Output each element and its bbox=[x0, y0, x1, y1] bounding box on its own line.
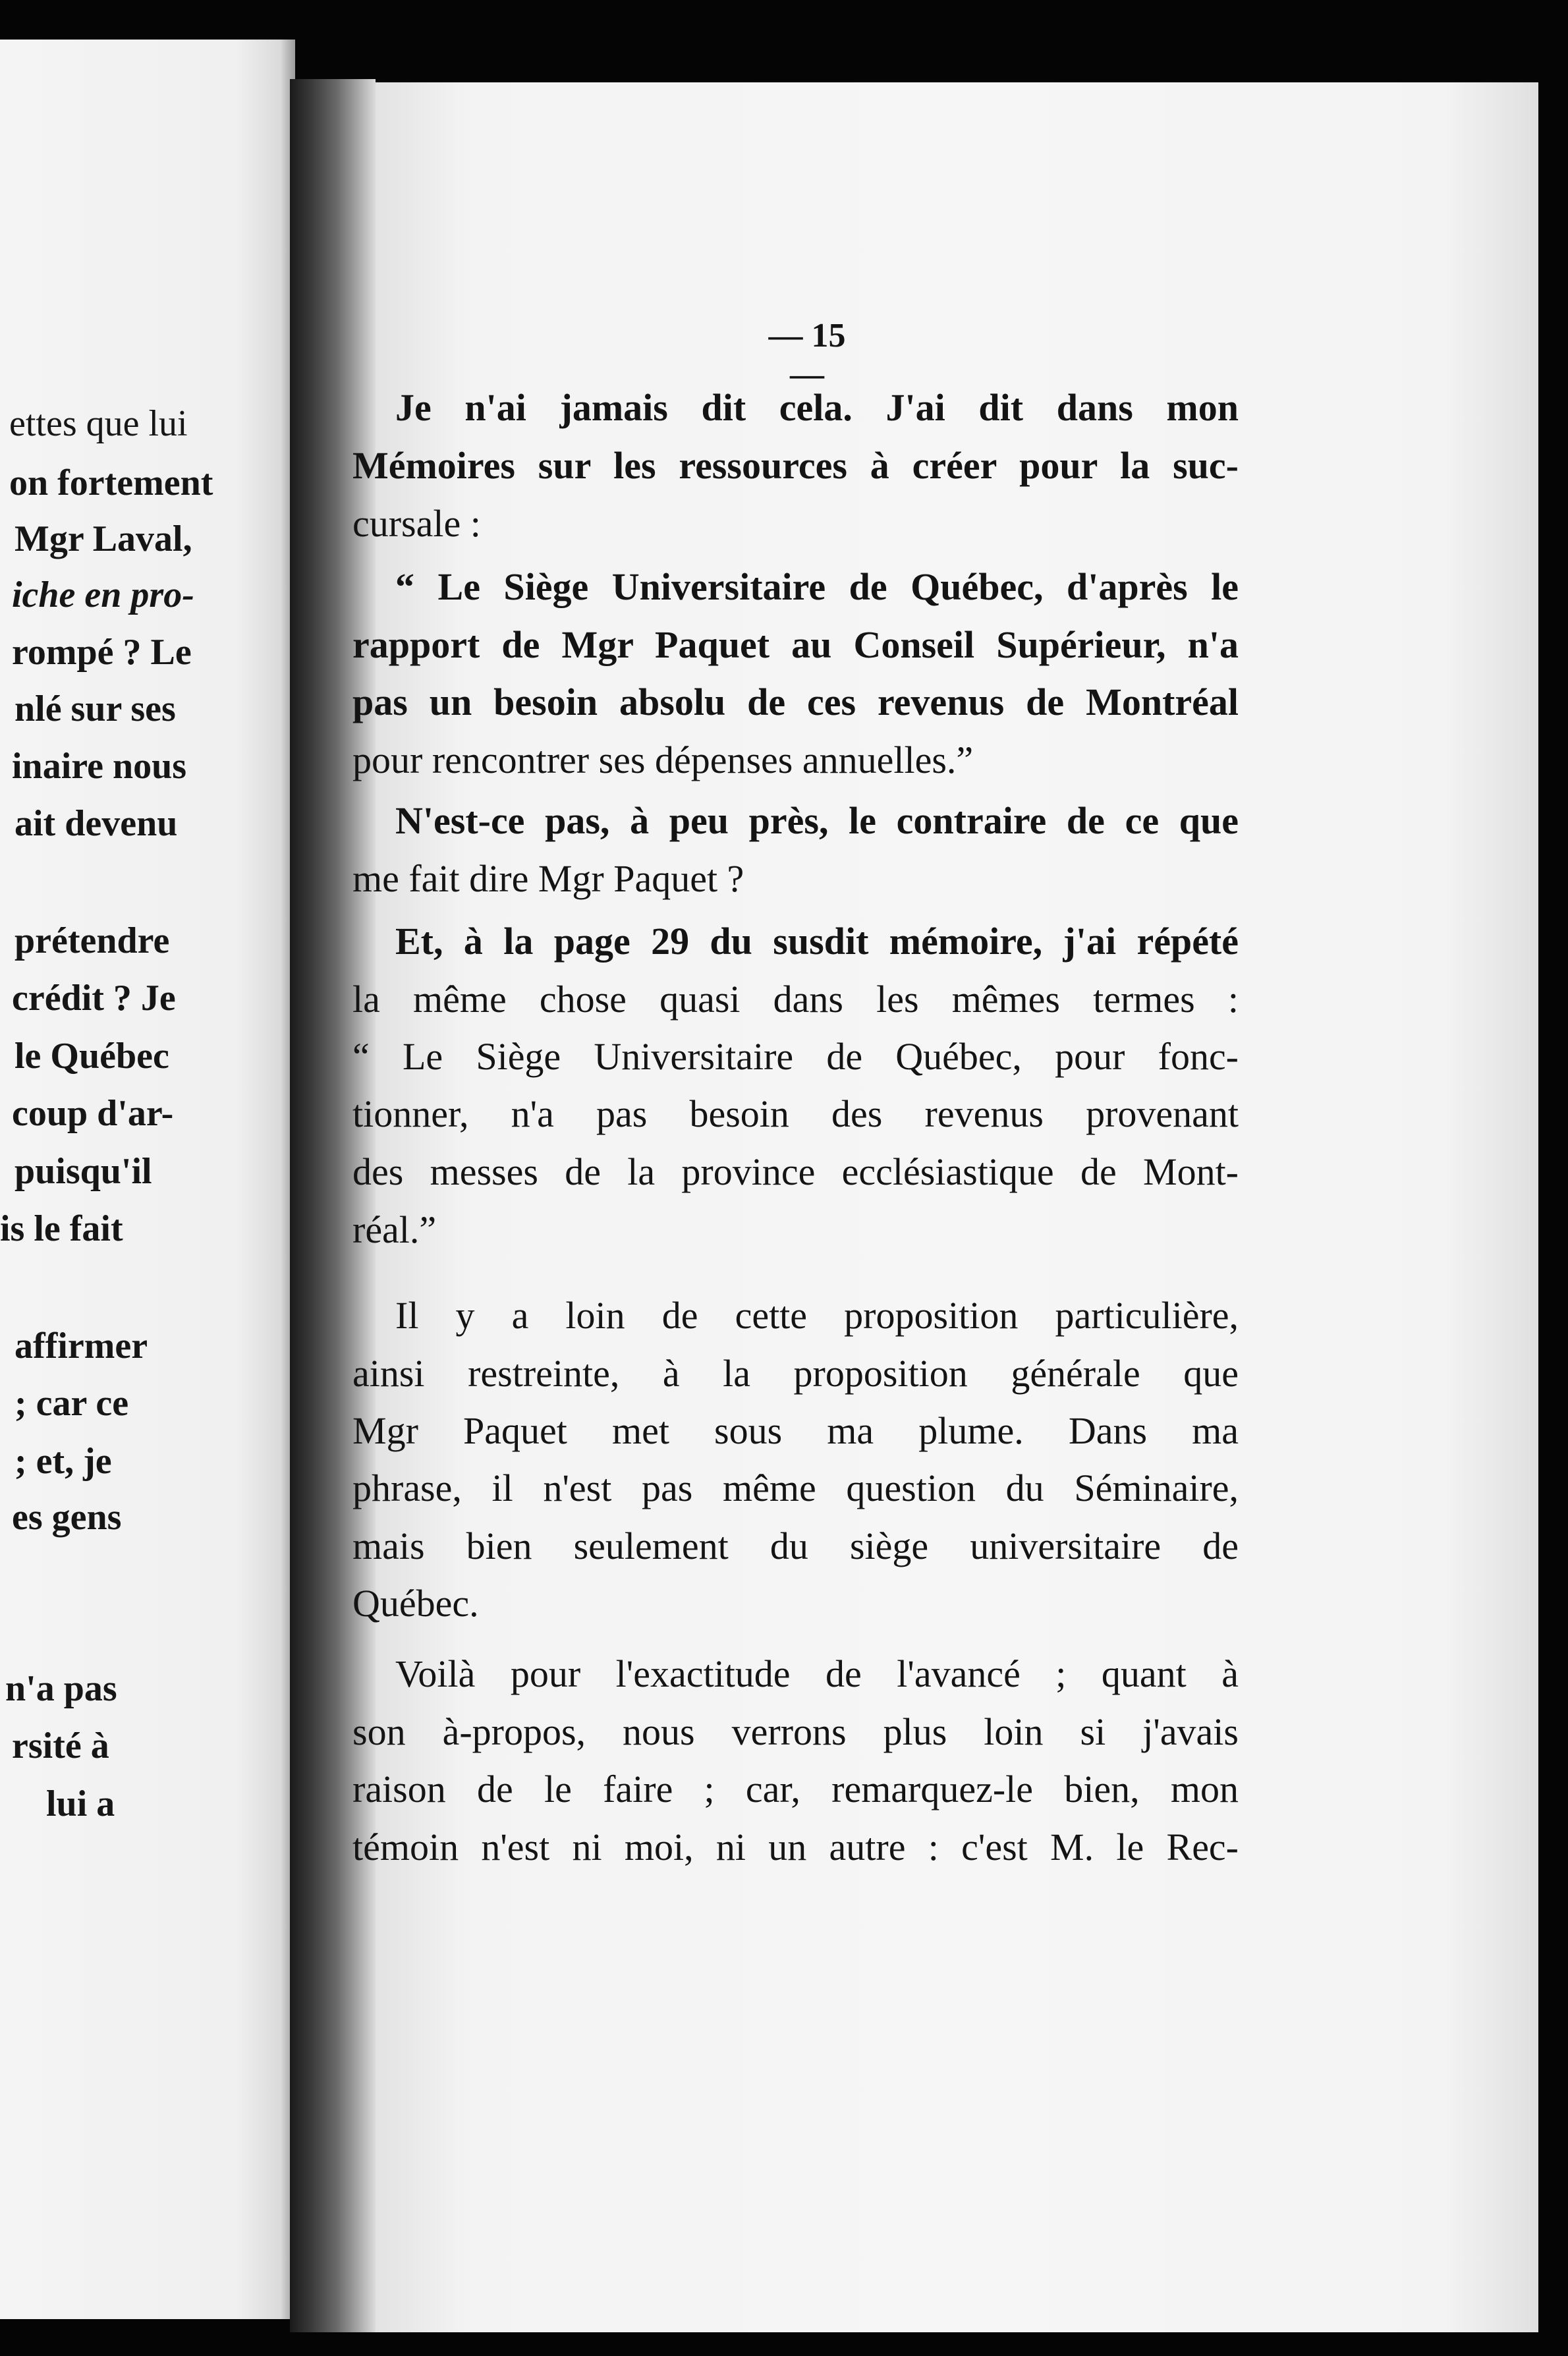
body-line: la même chose quasi dans les mêmes termes : bbox=[352, 978, 1239, 1021]
left-line: affirmer bbox=[14, 1326, 148, 1366]
left-line: coup d'ar- bbox=[12, 1093, 174, 1134]
body-line: Mémoires sur les ressources à créer pour la suc- bbox=[352, 444, 1239, 487]
left-line: prétendre bbox=[14, 920, 170, 961]
left-page bbox=[0, 40, 295, 2319]
body-line: cursale : bbox=[352, 502, 481, 545]
body-line: raison de le faire ; car, remarquez-le bien, mon bbox=[352, 1768, 1239, 1810]
body-line: Je n'ai jamais dit cela. J'ai dit dans mon bbox=[395, 386, 1239, 429]
body-line: N'est-ce pas, à peu près, le contraire de ce que bbox=[395, 799, 1239, 842]
body-line: Voilà pour l'exactitude de l'avancé ; quant à bbox=[395, 1652, 1239, 1695]
left-line: inaire nous bbox=[12, 746, 187, 787]
body-line: Et, à la page 29 du susdit mémoire, j'ai répété bbox=[395, 920, 1239, 963]
left-line: puisqu'il bbox=[14, 1151, 152, 1192]
body-line: rapport de Mgr Paquet au Conseil Supérieur, n'a bbox=[352, 623, 1239, 666]
body-line: phrase, il n'est pas même question du Séminaire, bbox=[352, 1467, 1239, 1509]
body-line: Il y a loin de cette proposition particulière, bbox=[395, 1294, 1239, 1337]
body-line: “ Le Siège Universitaire de Québec, d'après le bbox=[395, 565, 1239, 608]
left-line: ait devenu bbox=[14, 803, 178, 844]
body-line: pour rencontrer ses dépenses annuelles.” bbox=[352, 739, 974, 781]
left-line: es gens bbox=[12, 1497, 122, 1538]
body-line: témoin n'est ni moi, ni un autre : c'est M. le Rec- bbox=[352, 1826, 1239, 1868]
left-line: le Québec bbox=[14, 1036, 169, 1077]
left-line: ; car ce bbox=[14, 1383, 129, 1424]
left-line: lui a bbox=[46, 1783, 115, 1824]
left-line: on fortement bbox=[9, 463, 213, 503]
page-number: — 15 — bbox=[768, 317, 846, 393]
body-line: Mgr Paquet met sous ma plume. Dans ma bbox=[352, 1409, 1239, 1452]
left-line: crédit ? Je bbox=[12, 978, 176, 1019]
left-line: n'a pas bbox=[5, 1668, 117, 1709]
body-line: réal.” bbox=[352, 1208, 437, 1251]
left-line: is le fait bbox=[0, 1208, 123, 1249]
left-line: iche en pro- bbox=[12, 575, 194, 615]
body-line: mais bien seulement du siège universitaire de bbox=[352, 1525, 1239, 1567]
left-line: rompé ? Le bbox=[12, 632, 192, 673]
left-line: ettes que lui bbox=[9, 403, 188, 444]
left-line: ; et, je bbox=[14, 1441, 112, 1482]
left-line: Mgr Laval, bbox=[14, 519, 192, 559]
body-line: ainsi restreinte, à la proposition générale que bbox=[352, 1352, 1239, 1395]
body-line: son à-propos, nous verrons plus loin si j'avais bbox=[352, 1710, 1239, 1753]
body-line: “ Le Siège Universitaire de Québec, pour fonc- bbox=[352, 1035, 1239, 1078]
body-line: tionner, n'a pas besoin des revenus provenant bbox=[352, 1092, 1239, 1135]
body-line: Québec. bbox=[352, 1582, 479, 1625]
left-line: nlé sur ses bbox=[14, 688, 176, 729]
left-line: rsité à bbox=[12, 1725, 109, 1766]
body-line: pas un besoin absolu de ces revenus de Montréal bbox=[352, 681, 1239, 723]
body-line: me fait dire Mgr Paquet ? bbox=[352, 857, 744, 900]
body-line: des messes de la province ecclésiastique de Mont- bbox=[352, 1150, 1239, 1193]
